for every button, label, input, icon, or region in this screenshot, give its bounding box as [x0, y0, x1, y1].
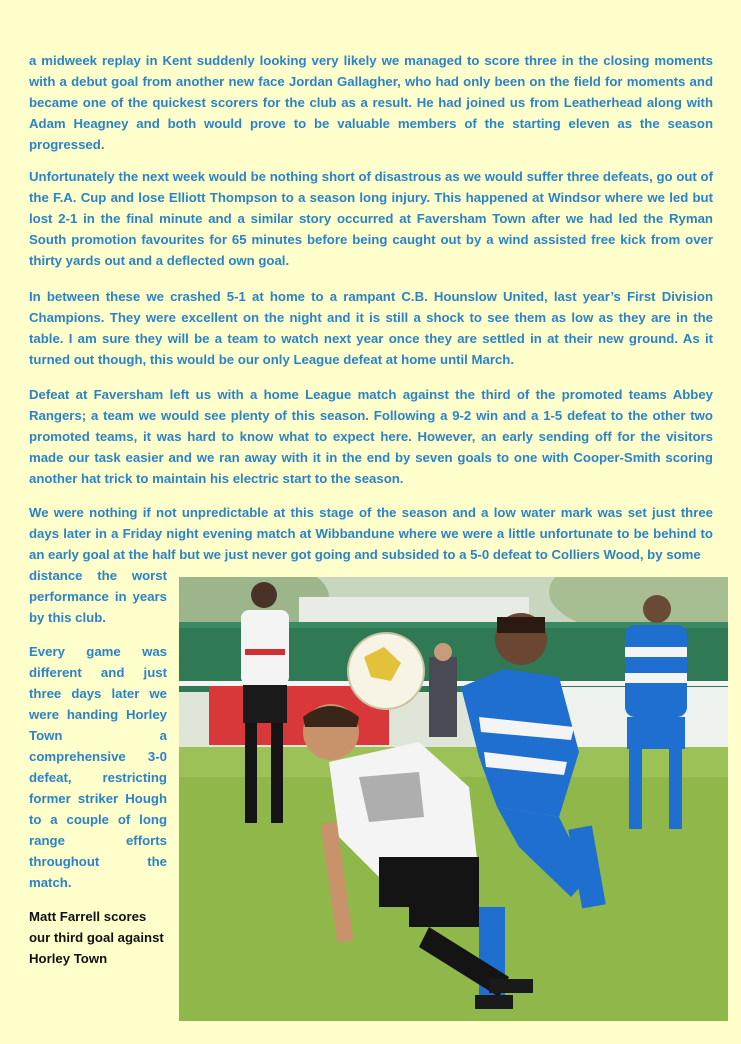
- article-paragraph-1: a midweek replay in Kent suddenly looking very likely we managed to score three in the closing moments with a debut goal from another new face Jordan Gallagher, who had only been on the field for moments and became one of the quickest scorers for the club as a result. He had joined us from Leatherhead along with Adam Heagney and both would prove to be valuable members of the starting eleven as the season progressed.: [29, 53, 713, 152]
- side-paragraph-1: distance the worst performance in years by this club.: [29, 568, 167, 625]
- football-match-photo: [179, 577, 728, 1021]
- article-paragraph-4: Defeat at Faversham left us with a home League match against the third of the promoted teams Abbey Rangers; a team we would see plenty of this season. Following a 9-2 win and a 1-5 defeat to the other two promoted teams, it was hard to know what to expect here. However, an early sending off for the visitors made our task easier and we ran away with it in the end by seven goals to one with Cooper-Smith scoring another hat trick to maintain his electric start to the season.: [29, 387, 713, 486]
- article-paragraph-5: We were nothing if not unpredictable at this stage of the season and a low water mark was set just three days later in a Friday night evening match at Wibbandune where we were a little unfortunate to be behind to an early goal at the half but we just never got going and subsided to a 5-0 defeat to Colliers Wood, by some: [29, 505, 713, 562]
- article-paragraph-3: In between these we crashed 5-1 at home to a rampant C.B. Hounslow United, last year’s First Division Champions. They were excellent on the night and it is still a shock to see them as low as they are in the table. I am sure they will be a team to watch next year once they are settled in at their new ground. As it turned out though, this would be our only League defeat at home until March.: [29, 289, 713, 367]
- photo-caption: Matt Farrell scores our third goal against Horley Town: [29, 909, 164, 966]
- article-paragraph-2: Unfortunately the next week would be nothing short of disastrous as we would suffer three defeats, go out of the F.A. Cup and lose Elliott Thompson to a season long injury. This happened at Windsor where we led but lost 2-1 in the final minute and a similar story occurred at Faversham Town after we had led the Ryman South promotion favourites for 65 minutes before being caught out by a wind assisted free kick from over thirty yards out and a deflected own goal.: [29, 169, 713, 268]
- side-paragraph-2: Every game was different and just three days later we were handing Horley Town a comprehensive 3-0 defeat, restricting former striker Hough to a couple of long range efforts throughout the match.: [29, 644, 167, 890]
- football: [348, 633, 424, 709]
